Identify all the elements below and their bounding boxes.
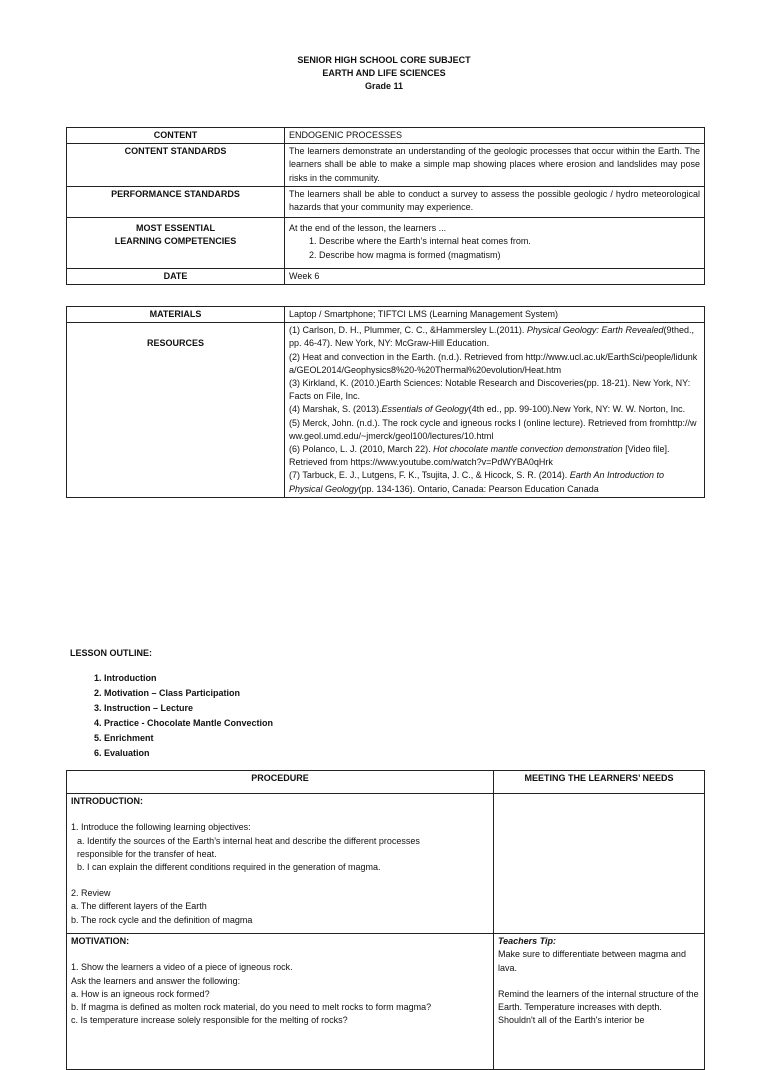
resources-label: RESOURCES (67, 323, 285, 498)
date-label: DATE (67, 268, 285, 284)
lesson-outline-list (86, 671, 273, 761)
procedure-line: a. The different layers of the Earth (71, 901, 207, 912)
resource-entry: (5) Merck, John. (n.d.). The rock cycle and igneous rocks I (online lecture). Retrieved from fromhttp://www.geol.umd.edu/~jmerck/geol100/lectures/10.html (289, 417, 697, 441)
melc-label-line-2: LEARNING COMPETENCIES (114, 236, 237, 247)
materials-table (66, 306, 705, 498)
resources-list (285, 323, 705, 498)
resource-entry: (3) Kirkland, K. (2010.)Earth Sciences: Notable Research and Discoveries(pp. 18-21). New York, NY: Facts on File, Inc. (289, 378, 691, 402)
melc-intro: At the end of the lesson, the learners ... (289, 223, 447, 234)
outline-item: 6. Evaluation (104, 746, 273, 761)
procedure-line: c. Is temperature increase solely responsible for the melting of rocks? (71, 1015, 348, 1026)
learners-needs-header: MEETING THE LEARNERS’ NEEDS (494, 771, 705, 794)
date-value: Week 6 (285, 268, 705, 284)
header-grade-line: Grade 11 (364, 81, 404, 91)
performance-standards-label: PERFORMANCE STANDARDS (67, 186, 285, 217)
procedure-line: 2. Review (71, 888, 111, 899)
resource-entry: (2) Heat and convection in the Earth. (n.d.). Retrieved from http://www.ucl.ac.uk/EarthSci/people/lidunka/GEOL2014/Geophysics8%20-%20Thermal%20evolution/Heat.htm (289, 351, 698, 375)
outline-item: 3. Instruction – Lecture (104, 701, 273, 716)
materials-value: Laptop / Smartphone; TIFTCI LMS (Learning Management System) (285, 307, 705, 323)
procedure-line: b. If magma is defined as molten rock material, do you need to melt rocks to form magma? (71, 1001, 432, 1012)
melc-value (285, 218, 705, 269)
header-course-line: EARTH AND LIFE SCIENCES (322, 68, 446, 78)
introduction-needs-cell (494, 794, 705, 934)
info-table (66, 127, 705, 285)
introduction-title: INTRODUCTION: (71, 796, 143, 807)
procedure-line: Ask the learners and answer the following: (71, 975, 241, 986)
procedure-line: 1. Introduce the following learning objectives: (71, 822, 251, 833)
content-standards-label: CONTENT STANDARDS (67, 144, 285, 187)
materials-label: MATERIALS (67, 307, 285, 323)
outline-item: 2. Motivation – Class Participation (104, 686, 273, 701)
procedure-line: a. How is an igneous rock formed? (71, 988, 210, 999)
teachers-tip-text: Remind the learners of the internal structure of the Earth. Temperature increases with depth. Shouldn't all of the Earth's interior be (498, 988, 699, 1026)
procedure-line: 1. Show the learners a video of a piece of igneous rock. (71, 962, 293, 973)
outline-item: 5. Enrichment (104, 731, 273, 746)
document-header (0, 54, 768, 93)
melc-label (67, 218, 285, 269)
teachers-tip-title: Teachers Tip: (498, 936, 557, 947)
performance-standards-value: The learners shall be able to conduct a survey to assess the possible geologic / hydro meteorological hazards that your community may experience. (285, 186, 705, 217)
resource-entry: (6) Polanco, L. J. (2010, March 22). Hot chocolate mantle convection demonstration [Video file]. Retrieved from https://www.youtube.com/watch?v=PdWYBA0qHrk (289, 444, 670, 468)
outline-item: 1. Introduction (104, 671, 273, 686)
melc-item: 2. Describe how magma is formed (magmatism) (319, 249, 700, 262)
motivation-title: MOTIVATION: (71, 936, 130, 947)
resource-entry: (4) Marshak, S. (2013).Essentials of Geology(4th ed., pp. 99-100).New York, NY: W. W. Norton, Inc. (289, 404, 686, 415)
introduction-cell (67, 794, 494, 934)
teachers-tip-text: Make sure to differentiate between magma and lava. (498, 949, 686, 973)
melc-list (289, 235, 700, 261)
melc-label-line-1: MOST ESSENTIAL (135, 223, 215, 234)
outline-item: 4. Practice - Chocolate Mantle Convection (104, 716, 273, 731)
header-subject-line: SENIOR HIGH SCHOOL CORE SUBJECT (297, 55, 471, 65)
procedure-table (66, 770, 705, 1070)
procedure-header: PROCEDURE (67, 771, 494, 794)
content-label: CONTENT (67, 128, 285, 144)
procedure-line: b. I can explain the different conditions required in the generation of magma. (77, 861, 381, 872)
resource-entry: (7) Tarbuck, E. J., Lutgens, F. K., Tsujita, J. C., & Hicock, S. R. (2014). Earth An Introduction to Physical Geology(pp. 134-136). Ontario, Canada: Pearson Education Canada (289, 470, 665, 494)
resource-entry: (1) Carlson, D. H., Plummer, C. C., &Hammersley L.(2011). Physical Geology: Earth Revealed(9thed., pp. 46-47). New York, NY: McGraw-Hill Education. (289, 325, 694, 349)
content-standards-value: The learners demonstrate an understanding of the geologic processes that occur within the Earth. The learners shall be able to make a simple map showing places where erosion and landslides may pose risks in the community. (285, 144, 705, 187)
procedure-line: b. The rock cycle and the definition of magma (71, 914, 253, 925)
content-value: ENDOGENIC PROCESSES (285, 128, 705, 144)
procedure-line: a. Identify the sources of the Earth’s internal heat and describe the different processes responsible for the transfer of heat. (77, 835, 420, 859)
melc-item: 1. Describe where the Earth’s internal heat comes from. (319, 235, 700, 248)
motivation-cell (67, 934, 494, 1070)
teachers-tip-cell (494, 934, 705, 1070)
lesson-outline-title: LESSON OUTLINE: (70, 648, 153, 658)
